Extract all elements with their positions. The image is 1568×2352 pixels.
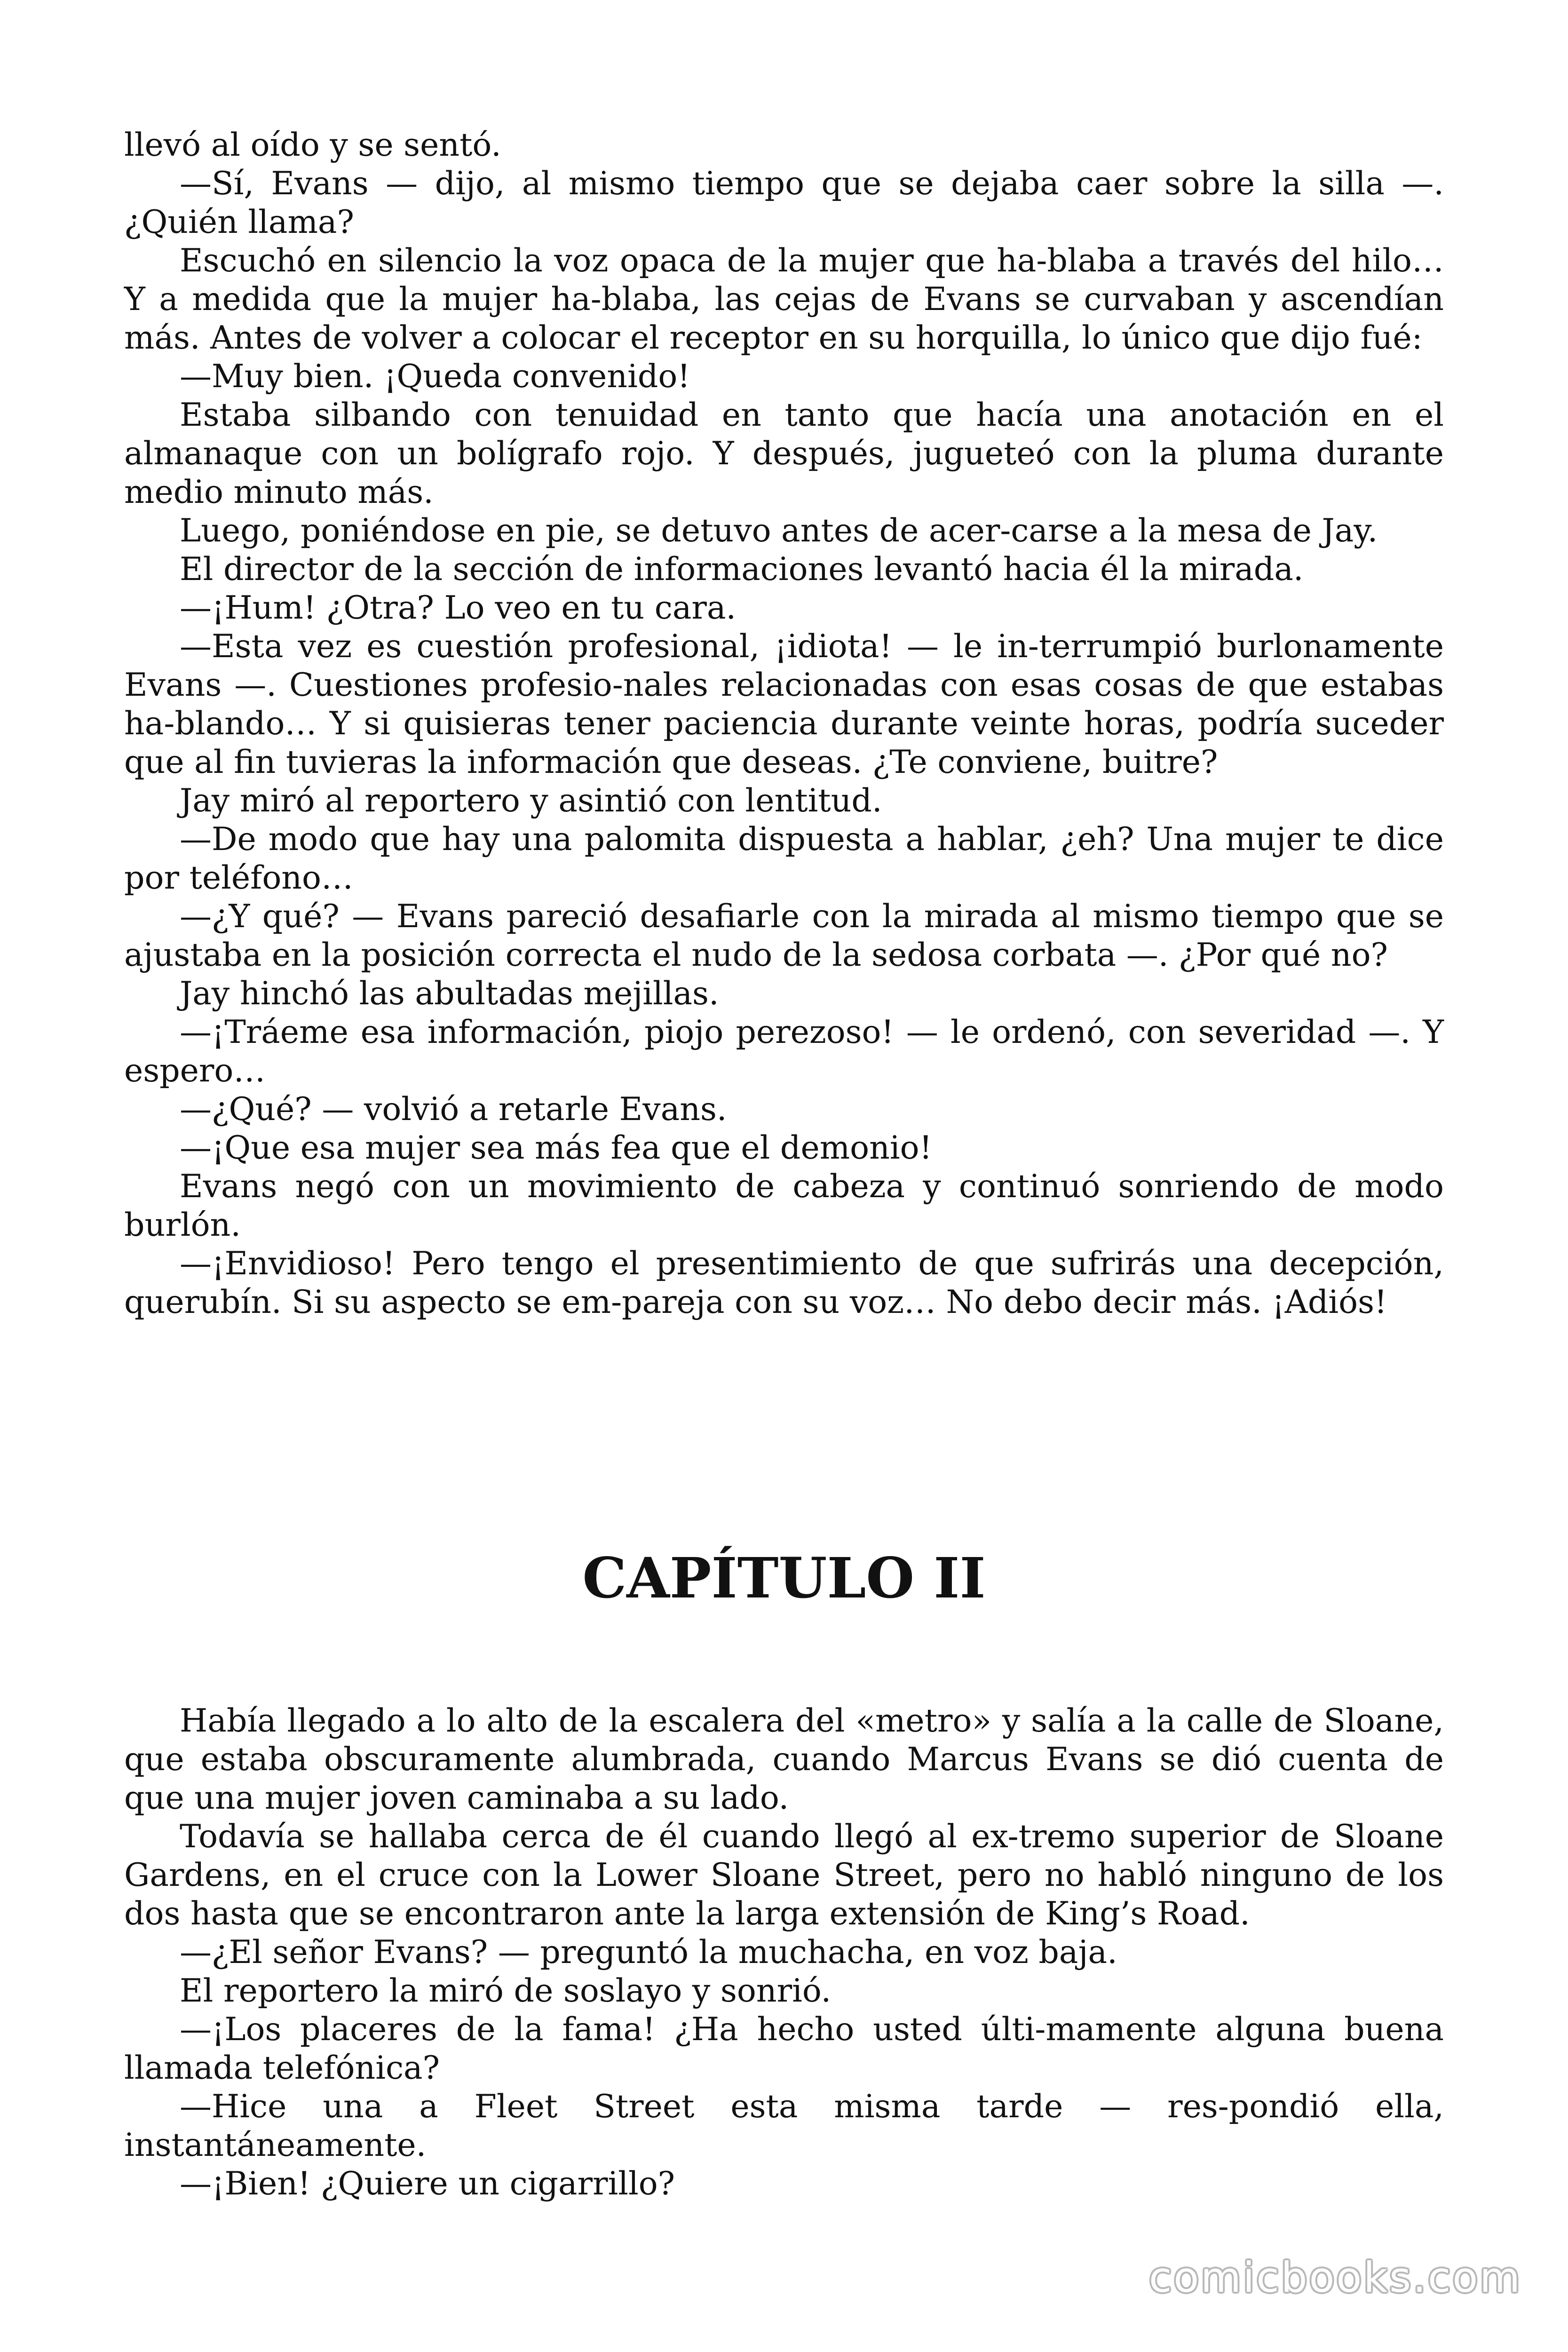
paragraph: Estaba silbando con tenuidad en tanto que hacía una anotación en el almanaque con un bolígrafo rojo. Y después, jugueteó con la pluma durante medio minuto más. bbox=[124, 397, 1444, 511]
paragraph: —¡Tráeme esa información, piojo perezoso! — le ordenó, con severidad —. Y espero… bbox=[124, 1014, 1444, 1089]
paragraph: El director de la sección de informaciones levantó hacia él la mirada. bbox=[180, 551, 1304, 588]
paragraph: Evans negó con un movimiento de cabeza y continuó sonriendo de modo burlón. bbox=[124, 1168, 1444, 1244]
paragraph: Jay miró al reportero y asintió con lentitud. bbox=[180, 782, 882, 819]
paragraph: Escuchó en silencio la voz opaca de la mujer que ha-blaba a través del hilo… Y a medida que la mujer ha-blaba, las cejas de Evans se curvaban y ascendían más. Antes de volver a colocar el receptor en su horquilla, lo único que dijo fué: bbox=[124, 242, 1444, 357]
paragraph: llevó al oído y se sentó. bbox=[124, 127, 501, 164]
paragraph: —De modo que hay una palomita dispuesta a hablar, ¿eh? Una mujer te dice por teléfono… bbox=[124, 821, 1444, 897]
text-section-top bbox=[124, 126, 1444, 1322]
paragraph: Todavía se hallaba cerca de él cuando llegó al ex-tremo superior de Sloane Gardens, en el cruce con la Lower Sloane Street, pero no habló ninguno de los dos hasta que se encontraron ante la larga extensión de King’s Road. bbox=[124, 1818, 1444, 1932]
paragraph: —¡Envidioso! Pero tengo el presentimiento de que sufrirás una decepción, querubín. Si su aspecto se em-pareja con su voz… No debo decir más. ¡Adiós! bbox=[124, 1245, 1444, 1321]
chapter-heading: CAPÍTULO II bbox=[582, 1545, 986, 1611]
paragraph: —Hice una a Fleet Street esta misma tarde — res-pondió ella, instantáneamente. bbox=[124, 2088, 1444, 2164]
watermark: comicbooks.com bbox=[1148, 2253, 1522, 2302]
paragraph: Luego, poniéndose en pie, se detuvo antes de acer-carse a la mesa de Jay. bbox=[180, 512, 1378, 549]
paragraph: Jay hinchó las abultadas mejillas. bbox=[180, 975, 719, 1012]
paragraph: —¿Y qué? — Evans pareció desafiarle con la mirada al mismo tiempo que se ajustaba en la posición correcta el nudo de la sedosa corbata —. ¿Por qué no? bbox=[124, 898, 1444, 974]
paragraph: —¡Que esa mujer sea más fea que el demonio! bbox=[180, 1129, 932, 1167]
paragraph: —Muy bien. ¡Queda convenido! bbox=[180, 358, 690, 395]
paragraph: —¡Bien! ¿Quiere un cigarrillo? bbox=[180, 2165, 675, 2202]
paragraph: Había llegado a lo alto de la escalera del «metro» y salía a la calle de Sloane, que estaba obscuramente alumbrada, cuando Marcus Evans se dió cuenta de que una mujer joven caminaba a su lado. bbox=[124, 1702, 1444, 1817]
paragraph: —Esta vez es cuestión profesional, ¡idiota! — le in-terrumpió burlonamente Evans —. Cuestiones profesio-nales relacionadas con esas cosas de que estabas ha-blando… Y si quisieras tener paciencia durante veinte horas, podría suceder que al fin tuvieras la información que deseas. ¿Te conviene, buitre? bbox=[124, 628, 1444, 781]
paragraph: El reportero la miró de soslayo y sonrió. bbox=[180, 1972, 832, 2010]
paragraph: —¡Los placeres de la fama! ¿Ha hecho usted últi-mamente alguna buena llamada telefónica? bbox=[124, 2011, 1444, 2087]
paragraph: —¿El señor Evans? — preguntó la muchacha, en voz baja. bbox=[180, 1934, 1117, 1971]
paragraph: —¡Hum! ¿Otra? Lo veo en tu cara. bbox=[180, 589, 736, 627]
paragraph: —¿Qué? — volvió a retarle Evans. bbox=[180, 1091, 727, 1128]
text-section-bottom bbox=[124, 1702, 1444, 2203]
paragraph: —Sí, Evans — dijo, al mismo tiempo que se dejaba caer sobre la silla —. ¿Quién llama? bbox=[124, 165, 1444, 241]
